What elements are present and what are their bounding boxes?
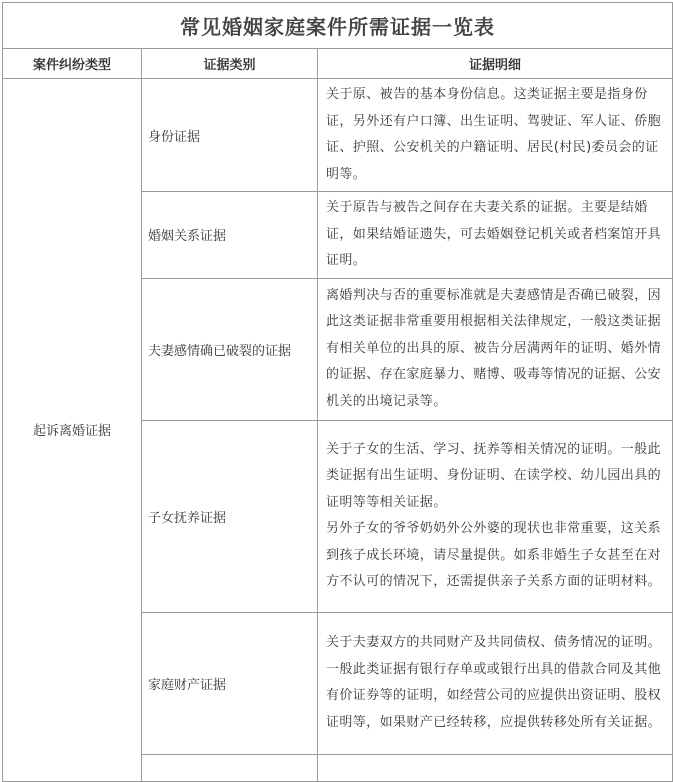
category-cell: 夫妻感情确已破裂的证据 xyxy=(142,278,318,420)
detail-paragraph: 关于原、被告的基本身份信息。这类证据主要是指身份证，另外还有户口簿、出生证明、驾驶证、军人证、侨胞证、护照、公安机关的户籍证明、居民(村民)委员会的证明等。 xyxy=(326,87,662,182)
header-category: 证据类别 xyxy=(142,49,318,79)
detail-cell xyxy=(318,278,673,420)
detail-paragraph: 关于子女的生活、学习、抚养等相关情况的证明。一般此类证据有出生证明、身份证明、在读学校、幼儿园出具的证明等等相关证据。 xyxy=(326,441,662,510)
header-case-type: 案件纠纷类型 xyxy=(3,49,142,79)
category-cell: 家庭财产证据 xyxy=(142,612,318,754)
table-row xyxy=(3,79,673,192)
table-title: 常见婚姻家庭案件所需证据一览表 xyxy=(3,3,673,49)
header-detail: 证据明细 xyxy=(318,49,673,79)
category-cell: 身份证据 xyxy=(142,79,318,192)
case-type-cell: 起诉离婚证据 xyxy=(3,79,142,782)
detail-cell xyxy=(318,192,673,279)
evidence-table xyxy=(2,2,673,782)
detail-paragraph: 另外子女的爷爷奶奶外公外婆的现状也非常重要，这关系到孩子成长环境，请尽量提供。如系非婚生子女甚至在对方不认可的情况下，还需提供亲子关系方面的证明材料。 xyxy=(326,521,662,589)
category-cell: 婚姻关系证据 xyxy=(142,192,318,279)
detail-cell xyxy=(318,612,673,754)
category-cell-empty xyxy=(142,754,318,781)
detail-paragraph: 离婚判决与否的重要标准就是夫妻感情是否确已破裂，因此这类证据非常重要用根据相关法律规定，一般这类证据有相关单位的出具的原、被告分居满两年的证明、婚外情的证据、存在家庭暴力、赌博、吸毒等情况的证据、公安机关的出境记录等。 xyxy=(326,287,662,409)
detail-paragraph: 关于原告与被告之间存在夫妻关系的证据。主要是结婚证，如果结婚证遗失，可去婚姻登记机关或者档案馆开具证明。 xyxy=(326,200,662,268)
category-cell: 子女抚养证据 xyxy=(142,420,318,612)
evidence-document xyxy=(2,2,672,782)
detail-cell-empty xyxy=(318,754,673,781)
header-row xyxy=(3,49,673,79)
detail-cell xyxy=(318,420,673,612)
detail-paragraph: 关于夫妻双方的共同财产及共同债权、债务情况的证明。一般此类证据有银行存单或或银行出具的借款合同及其他有价证券等的证明，如经营公司的应提供出资证明、股权证明等，如果财产已经转移，应提供转移处所有关证据。 xyxy=(326,635,662,730)
detail-cell xyxy=(318,79,673,192)
